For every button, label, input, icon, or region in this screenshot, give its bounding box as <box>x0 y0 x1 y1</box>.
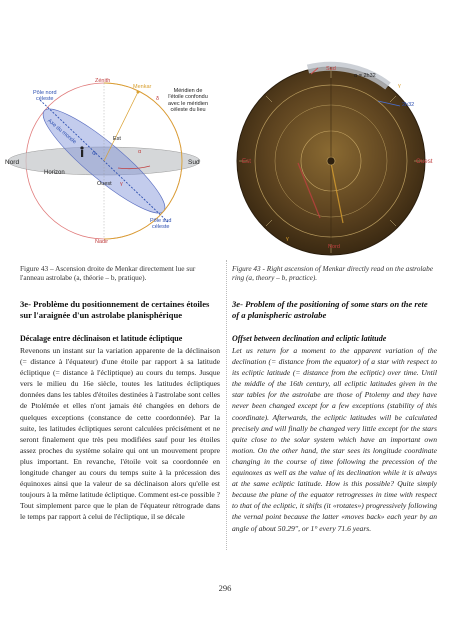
label-est: Est <box>113 136 121 142</box>
label-gamma2-right: γ <box>286 236 289 242</box>
label-ouest: Ouest <box>97 181 112 187</box>
label-est-right: Est <box>242 158 251 165</box>
label-pole-sud: Pôle sud céleste <box>150 218 172 231</box>
body-paragraph-fr: Revenons un instant sur la variation apparente de la déclinaison (= distance à l'équateur) d'une étoile par rapport à sa latitude écliptique (= distance à l'écliptique) au cours du temps. Jusque vers le milieu du 16e siècle, toutes les latitudes écliptiques données dans les tables d'étoiles destinées à l'astrolabe sont celles de Ptolémée et elles n'ont jamais été changées en dehors de quelques exceptions (constance de cette coordonnée). Par la suite, les latitudes écliptiques seront calculées précisément et ne seront finalement que très peu modifiées sauf pour les étoiles assez proches du système solaire qui ont un mouvement propre plus important. En revanche, l'étoile voit sa coordonnée en longitude changer au cours du temps suite à la précession des équinoxes ainsi que la valeur de sa déclinaison alors qu'elle est toujours à la même latitude écliptique. Comment est-ce possible ? Tout simplement parce que le plan de l'équateur rétrograde dans le temps par rapport à celui de l'écliptique, il se décale <box>20 346 220 522</box>
label-alpha-2h32: α = 2h32 <box>354 73 376 79</box>
label-sud: Sud <box>188 159 200 166</box>
label-zenith: Zénith <box>95 78 111 84</box>
label-axe-du-monde: Axe du monde <box>46 118 78 146</box>
label-ouest-right: Ouest <box>416 158 433 165</box>
column-divider <box>226 260 227 550</box>
figure-caption-fr: Figure 43 – Ascension droite de Menkar directement lue sur l'anneau astrolabe (a, théorie – b, pratique). <box>20 264 196 283</box>
subheading-en: Offset between declination and ecliptic latitude <box>232 334 387 343</box>
label-delta: δ <box>156 96 160 102</box>
label-pole-nord: Pôle nord céleste <box>33 90 57 103</box>
label-nadir: Nadir <box>95 239 109 245</box>
body-paragraph-en: Let us return for a moment to the apparent variation of the declination (= distance from the equator) of a star with respect to its ecliptic latitude (= distance from the ecliptic) over time. Until the middle of the 16th century, all ecliptic latitudes given in the star tables for the astrolabe are those of Ptolemy and they have never been changed except for a few exceptions (stability of this coordinate). Afterwards, the ecliptic latitudes will be calculated precisely and will finally be changed very little except for the stars quite close to the solar system which have an important own motion. On the other hand, the star sees its longitude coordinate changing in the course of time following the precession of the equinoxes as well as the value of its declination while it is always at the same ecliptic latitude. How is this possible? Quite simply because the plane of the equator retrogresses in time with respect to that of the ecliptic, it shifts (it «rotates») progressively following the vernal point because the latter «moves back» each year by an angle of about 50.29'', or 1° every 71.6 years. <box>232 346 437 533</box>
label-horizon: Horizon <box>44 170 65 176</box>
subheading-fr: Décalage entre déclinaison et latitude écliptique <box>20 334 183 343</box>
label-nord-right: Nord <box>328 244 340 250</box>
label-phi: Φ <box>92 151 97 157</box>
label-nord: Nord <box>5 159 20 166</box>
label-gamma-left: γ <box>120 181 123 187</box>
figure-caption-en: Figure 43 - Right ascension of Menkar directly read on the astrolabe ring (a, theory – b, practice). <box>232 264 433 283</box>
label-menkar: Menkar <box>133 84 152 90</box>
section-heading-en: 3e- Problem of the positioning of some stars on the rete of a planispheric astrolabe <box>232 299 428 320</box>
label-gamma-right: γ <box>398 83 401 89</box>
label-sud-right: Sud <box>326 66 336 72</box>
label-2h32: 2h32 <box>402 102 415 108</box>
label-alpha: α <box>138 149 142 155</box>
page-number: 296 <box>218 583 232 593</box>
section-heading-fr: 3e- Problème du positionnement de certaines étoiles sur l'araignée d'un astrolabe planisphérique <box>20 299 210 320</box>
label-meridien: Méridien de l'étoile confondu avec le méridien céleste du lieu <box>168 88 209 113</box>
